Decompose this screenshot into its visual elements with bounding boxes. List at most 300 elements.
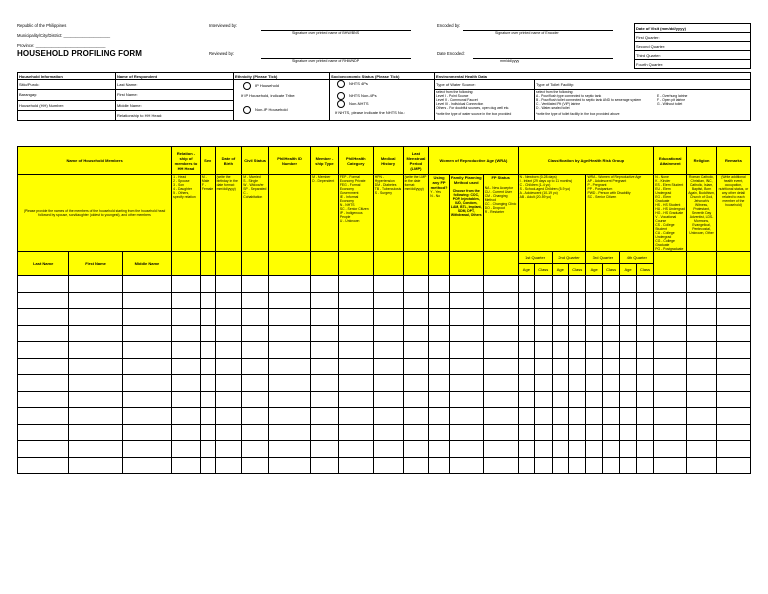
table-cell[interactable]: [687, 342, 717, 359]
table-cell[interactable]: [552, 424, 568, 441]
province-field[interactable]: Province: ______________________________: [17, 43, 106, 48]
table-cell[interactable]: [172, 358, 201, 375]
table-cell[interactable]: [568, 325, 585, 342]
table-cell[interactable]: [122, 424, 171, 441]
table-cell[interactable]: [449, 325, 483, 342]
table-cell[interactable]: [242, 342, 269, 359]
table-cell[interactable]: [215, 358, 242, 375]
table-cell[interactable]: [535, 276, 552, 293]
table-cell[interactable]: [483, 457, 518, 474]
table-cell[interactable]: [552, 441, 568, 458]
table-cell[interactable]: [602, 325, 619, 342]
table-cell[interactable]: [687, 358, 717, 375]
table-cell[interactable]: [373, 292, 403, 309]
table-cell[interactable]: [200, 358, 215, 375]
table-cell[interactable]: [483, 408, 518, 425]
table-cell[interactable]: [518, 342, 534, 359]
table-cell[interactable]: [242, 309, 269, 326]
table-cell[interactable]: [449, 358, 483, 375]
table-cell[interactable]: [429, 391, 450, 408]
table-cell[interactable]: [483, 309, 518, 326]
table-cell[interactable]: [535, 342, 552, 359]
table-cell[interactable]: [403, 441, 429, 458]
table-cell[interactable]: [200, 276, 215, 293]
table-cell[interactable]: [535, 391, 552, 408]
nonnhts-radio-icon[interactable]: [337, 100, 345, 108]
table-cell[interactable]: [373, 375, 403, 392]
table-cell[interactable]: [403, 457, 429, 474]
table-cell[interactable]: [172, 292, 201, 309]
table-cell[interactable]: [552, 391, 568, 408]
table-cell[interactable]: [311, 457, 339, 474]
table-cell[interactable]: [518, 325, 534, 342]
table-cell[interactable]: [69, 424, 122, 441]
table-cell[interactable]: [654, 342, 687, 359]
table-cell[interactable]: [200, 457, 215, 474]
table-cell[interactable]: [69, 408, 122, 425]
table-cell[interactable]: [338, 457, 373, 474]
table-cell[interactable]: [483, 358, 518, 375]
table-cell[interactable]: [69, 375, 122, 392]
table-cell[interactable]: [18, 309, 69, 326]
table-cell[interactable]: [518, 408, 534, 425]
table-cell[interactable]: [654, 424, 687, 441]
table-cell[interactable]: [449, 276, 483, 293]
non-ip-option[interactable]: [235, 106, 328, 114]
table-cell[interactable]: [687, 325, 717, 342]
table-cell[interactable]: [311, 292, 339, 309]
table-cell[interactable]: [716, 309, 750, 326]
table-cell[interactable]: [338, 375, 373, 392]
table-cell[interactable]: [535, 457, 552, 474]
table-cell[interactable]: [18, 342, 69, 359]
visit-q3[interactable]: Third Quarter:: [635, 51, 751, 60]
table-cell[interactable]: [338, 292, 373, 309]
table-cell[interactable]: [518, 424, 534, 441]
table-cell[interactable]: [311, 375, 339, 392]
table-cell[interactable]: [311, 309, 339, 326]
table-cell[interactable]: [518, 292, 534, 309]
table-cell[interactable]: [215, 375, 242, 392]
table-cell[interactable]: [620, 424, 636, 441]
nhts4ps-radio-icon[interactable]: [337, 80, 345, 88]
table-cell[interactable]: [449, 292, 483, 309]
table-cell[interactable]: [449, 441, 483, 458]
table-cell[interactable]: [518, 375, 534, 392]
table-cell[interactable]: [568, 292, 585, 309]
table-cell[interactable]: [586, 292, 602, 309]
table-cell[interactable]: [338, 309, 373, 326]
table-cell[interactable]: [449, 342, 483, 359]
table-cell[interactable]: [654, 441, 687, 458]
table-cell[interactable]: [483, 292, 518, 309]
table-cell[interactable]: [483, 391, 518, 408]
table-cell[interactable]: [122, 342, 171, 359]
table-cell[interactable]: [268, 309, 310, 326]
table-cell[interactable]: [535, 375, 552, 392]
table-cell[interactable]: [242, 375, 269, 392]
table-cell[interactable]: [620, 358, 636, 375]
table-cell[interactable]: [200, 342, 215, 359]
table-cell[interactable]: [122, 309, 171, 326]
table-cell[interactable]: [215, 325, 242, 342]
table-cell[interactable]: [518, 391, 534, 408]
table-cell[interactable]: [552, 342, 568, 359]
table-cell[interactable]: [429, 342, 450, 359]
table-cell[interactable]: [268, 408, 310, 425]
table-cell[interactable]: [268, 325, 310, 342]
table-cell[interactable]: [69, 441, 122, 458]
table-cell[interactable]: [429, 424, 450, 441]
table-cell[interactable]: [654, 276, 687, 293]
table-cell[interactable]: [716, 358, 750, 375]
table-cell[interactable]: [338, 424, 373, 441]
table-cell[interactable]: [602, 441, 619, 458]
table-cell[interactable]: [586, 408, 602, 425]
table-cell[interactable]: [403, 391, 429, 408]
table-cell[interactable]: [620, 276, 636, 293]
table-cell[interactable]: [687, 457, 717, 474]
table-cell[interactable]: [654, 375, 687, 392]
table-cell[interactable]: [602, 292, 619, 309]
table-cell[interactable]: [18, 441, 69, 458]
table-cell[interactable]: [311, 358, 339, 375]
table-cell[interactable]: [338, 391, 373, 408]
table-cell[interactable]: [215, 309, 242, 326]
table-cell[interactable]: [602, 276, 619, 293]
table-cell[interactable]: [69, 342, 122, 359]
table-cell[interactable]: [535, 292, 552, 309]
table-cell[interactable]: [429, 408, 450, 425]
table-cell[interactable]: [552, 375, 568, 392]
table-cell[interactable]: [373, 441, 403, 458]
table-cell[interactable]: [311, 342, 339, 359]
table-cell[interactable]: [636, 309, 653, 326]
water-source-field[interactable]: Type of Water Source:: [435, 80, 535, 90]
table-cell[interactable]: [636, 358, 653, 375]
table-cell[interactable]: [338, 342, 373, 359]
municipality-field[interactable]: Municipality/City/District: ____________________: [17, 33, 111, 38]
table-cell[interactable]: [687, 424, 717, 441]
table-cell[interactable]: [620, 342, 636, 359]
table-cell[interactable]: [654, 358, 687, 375]
table-cell[interactable]: [636, 424, 653, 441]
table-cell[interactable]: [268, 375, 310, 392]
table-cell[interactable]: [687, 276, 717, 293]
table-cell[interactable]: [716, 375, 750, 392]
table-cell[interactable]: [568, 342, 585, 359]
table-cell[interactable]: [69, 309, 122, 326]
table-cell[interactable]: [172, 342, 201, 359]
table-cell[interactable]: [172, 276, 201, 293]
table-cell[interactable]: [200, 309, 215, 326]
table-cell[interactable]: [602, 309, 619, 326]
table-cell[interactable]: [215, 391, 242, 408]
table-cell[interactable]: [373, 342, 403, 359]
table-cell[interactable]: [242, 408, 269, 425]
barangay-field[interactable]: Barangay:: [18, 90, 116, 101]
table-cell[interactable]: [687, 375, 717, 392]
table-cell[interactable]: [311, 276, 339, 293]
table-cell[interactable]: [429, 441, 450, 458]
table-cell[interactable]: [373, 325, 403, 342]
table-cell[interactable]: [552, 309, 568, 326]
table-cell[interactable]: [338, 325, 373, 342]
table-cell[interactable]: [200, 292, 215, 309]
table-cell[interactable]: [620, 391, 636, 408]
nhtsnon-radio-icon[interactable]: [337, 92, 345, 100]
table-cell[interactable]: [602, 375, 619, 392]
table-cell[interactable]: [716, 441, 750, 458]
table-cell[interactable]: [636, 457, 653, 474]
table-cell[interactable]: [636, 325, 653, 342]
table-cell[interactable]: [568, 309, 585, 326]
table-cell[interactable]: [552, 325, 568, 342]
table-cell[interactable]: [716, 457, 750, 474]
table-cell[interactable]: [268, 342, 310, 359]
table-cell[interactable]: [586, 358, 602, 375]
table-cell[interactable]: [122, 325, 171, 342]
ip-radio-icon[interactable]: [243, 82, 251, 90]
table-cell[interactable]: [268, 276, 310, 293]
table-cell[interactable]: [449, 391, 483, 408]
table-cell[interactable]: [200, 408, 215, 425]
table-cell[interactable]: [200, 441, 215, 458]
table-cell[interactable]: [373, 358, 403, 375]
table-cell[interactable]: [716, 342, 750, 359]
table-cell[interactable]: [200, 424, 215, 441]
table-cell[interactable]: [449, 424, 483, 441]
table-cell[interactable]: [586, 325, 602, 342]
table-cell[interactable]: [636, 391, 653, 408]
table-cell[interactable]: [18, 358, 69, 375]
table-cell[interactable]: [311, 391, 339, 408]
table-cell[interactable]: [620, 292, 636, 309]
table-cell[interactable]: [403, 358, 429, 375]
table-cell[interactable]: [172, 391, 201, 408]
table-cell[interactable]: [483, 276, 518, 293]
ip-option[interactable]: [235, 82, 328, 90]
date-encoded-line[interactable]: [473, 58, 613, 59]
table-cell[interactable]: [268, 391, 310, 408]
table-cell[interactable]: [69, 292, 122, 309]
table-cell[interactable]: [215, 342, 242, 359]
table-cell[interactable]: [716, 292, 750, 309]
table-cell[interactable]: [602, 457, 619, 474]
table-cell[interactable]: [483, 325, 518, 342]
table-cell[interactable]: [215, 276, 242, 293]
table-cell[interactable]: [429, 457, 450, 474]
table-cell[interactable]: [122, 292, 171, 309]
table-cell[interactable]: [687, 441, 717, 458]
visit-q2[interactable]: Second Quarter:: [635, 42, 751, 51]
table-cell[interactable]: [518, 457, 534, 474]
table-cell[interactable]: [535, 358, 552, 375]
table-cell[interactable]: [602, 391, 619, 408]
table-cell[interactable]: [242, 292, 269, 309]
table-cell[interactable]: [483, 424, 518, 441]
table-cell[interactable]: [403, 325, 429, 342]
table-cell[interactable]: [620, 441, 636, 458]
table-cell[interactable]: [338, 358, 373, 375]
table-cell[interactable]: [620, 457, 636, 474]
table-cell[interactable]: [69, 358, 122, 375]
table-cell[interactable]: [449, 457, 483, 474]
table-cell[interactable]: [552, 408, 568, 425]
table-cell[interactable]: [122, 358, 171, 375]
table-cell[interactable]: [215, 441, 242, 458]
table-cell[interactable]: [586, 441, 602, 458]
table-cell[interactable]: [602, 342, 619, 359]
table-cell[interactable]: [403, 375, 429, 392]
table-cell[interactable]: [242, 457, 269, 474]
table-cell[interactable]: [586, 457, 602, 474]
respondent-last-field[interactable]: Last Name:: [116, 80, 234, 90]
table-cell[interactable]: [620, 309, 636, 326]
table-cell[interactable]: [172, 408, 201, 425]
table-cell[interactable]: [403, 342, 429, 359]
respondent-first-field[interactable]: First Name:: [116, 90, 234, 101]
table-cell[interactable]: [311, 441, 339, 458]
table-cell[interactable]: [716, 424, 750, 441]
table-cell[interactable]: [268, 292, 310, 309]
table-cell[interactable]: [200, 325, 215, 342]
toilet-facility-field[interactable]: Type of Toilet Facility:: [535, 80, 751, 90]
table-cell[interactable]: [602, 408, 619, 425]
respondent-middle-field[interactable]: Middle Name:: [116, 100, 234, 110]
table-cell[interactable]: [338, 276, 373, 293]
table-cell[interactable]: [636, 276, 653, 293]
table-cell[interactable]: [429, 375, 450, 392]
table-cell[interactable]: [654, 325, 687, 342]
table-cell[interactable]: [172, 424, 201, 441]
table-cell[interactable]: [620, 325, 636, 342]
table-cell[interactable]: [654, 391, 687, 408]
table-cell[interactable]: [172, 457, 201, 474]
respondent-relationship-field[interactable]: Relationship to HH Head:: [116, 110, 234, 120]
table-cell[interactable]: [552, 292, 568, 309]
table-cell[interactable]: [373, 309, 403, 326]
sitio-field[interactable]: Sitio/Purok:: [18, 80, 116, 90]
table-cell[interactable]: [338, 441, 373, 458]
hh-number-field[interactable]: Household (HH) Number:: [18, 100, 116, 110]
table-cell[interactable]: [568, 441, 585, 458]
table-cell[interactable]: [602, 358, 619, 375]
table-cell[interactable]: [373, 391, 403, 408]
table-cell[interactable]: [18, 457, 69, 474]
table-cell[interactable]: [311, 408, 339, 425]
table-cell[interactable]: [716, 391, 750, 408]
table-cell[interactable]: [373, 276, 403, 293]
table-cell[interactable]: [535, 309, 552, 326]
table-cell[interactable]: [568, 424, 585, 441]
table-cell[interactable]: [18, 325, 69, 342]
table-cell[interactable]: [568, 358, 585, 375]
table-cell[interactable]: [429, 292, 450, 309]
table-cell[interactable]: [215, 292, 242, 309]
table-cell[interactable]: [122, 408, 171, 425]
table-cell[interactable]: [483, 441, 518, 458]
table-cell[interactable]: [403, 292, 429, 309]
table-cell[interactable]: [586, 342, 602, 359]
table-cell[interactable]: [429, 325, 450, 342]
table-cell[interactable]: [242, 424, 269, 441]
table-cell[interactable]: [18, 375, 69, 392]
table-cell[interactable]: [403, 309, 429, 326]
table-cell[interactable]: [429, 276, 450, 293]
table-cell[interactable]: [215, 457, 242, 474]
table-cell[interactable]: [586, 276, 602, 293]
table-cell[interactable]: [568, 375, 585, 392]
table-cell[interactable]: [172, 309, 201, 326]
table-cell[interactable]: [518, 358, 534, 375]
table-cell[interactable]: [483, 375, 518, 392]
table-cell[interactable]: [311, 325, 339, 342]
table-cell[interactable]: [568, 276, 585, 293]
table-cell[interactable]: [654, 309, 687, 326]
table-cell[interactable]: [429, 309, 450, 326]
table-cell[interactable]: [483, 342, 518, 359]
table-cell[interactable]: [535, 408, 552, 425]
table-cell[interactable]: [687, 309, 717, 326]
table-cell[interactable]: [535, 441, 552, 458]
table-cell[interactable]: [242, 391, 269, 408]
table-cell[interactable]: [338, 408, 373, 425]
table-cell[interactable]: [18, 424, 69, 441]
table-cell[interactable]: [403, 276, 429, 293]
non-ip-radio-icon[interactable]: [243, 106, 251, 114]
table-cell[interactable]: [242, 358, 269, 375]
table-cell[interactable]: [172, 441, 201, 458]
table-cell[interactable]: [122, 457, 171, 474]
table-cell[interactable]: [535, 424, 552, 441]
table-cell[interactable]: [403, 424, 429, 441]
table-cell[interactable]: [654, 457, 687, 474]
table-cell[interactable]: [535, 325, 552, 342]
table-cell[interactable]: [636, 441, 653, 458]
table-cell[interactable]: [568, 391, 585, 408]
table-cell[interactable]: [18, 408, 69, 425]
table-cell[interactable]: [586, 375, 602, 392]
table-cell[interactable]: [568, 457, 585, 474]
table-cell[interactable]: [449, 408, 483, 425]
table-cell[interactable]: [636, 342, 653, 359]
table-cell[interactable]: [636, 375, 653, 392]
table-cell[interactable]: [311, 424, 339, 441]
table-cell[interactable]: [268, 424, 310, 441]
table-cell[interactable]: [429, 358, 450, 375]
table-cell[interactable]: [242, 276, 269, 293]
table-cell[interactable]: [268, 457, 310, 474]
table-cell[interactable]: [568, 408, 585, 425]
table-cell[interactable]: [586, 309, 602, 326]
table-cell[interactable]: [403, 408, 429, 425]
table-cell[interactable]: [687, 391, 717, 408]
table-cell[interactable]: [586, 424, 602, 441]
table-cell[interactable]: [602, 424, 619, 441]
table-cell[interactable]: [242, 441, 269, 458]
nonnhts-option[interactable]: [331, 100, 433, 108]
table-cell[interactable]: [552, 358, 568, 375]
table-cell[interactable]: [716, 325, 750, 342]
table-cell[interactable]: [449, 375, 483, 392]
table-cell[interactable]: [69, 276, 122, 293]
table-cell[interactable]: [242, 325, 269, 342]
table-cell[interactable]: [687, 292, 717, 309]
nhtsnon-option[interactable]: [331, 92, 433, 100]
visit-q1[interactable]: First Quarter:: [635, 33, 751, 42]
table-cell[interactable]: [69, 391, 122, 408]
